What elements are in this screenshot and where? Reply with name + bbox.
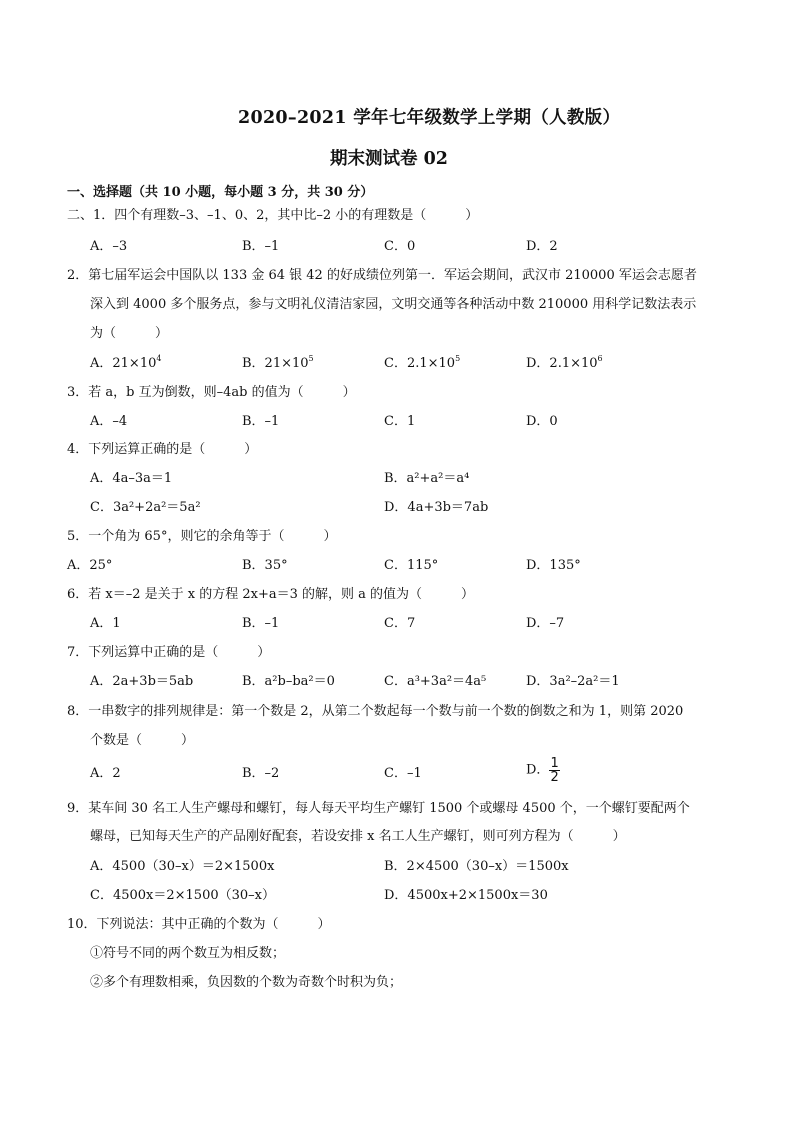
q6-option-c: C．7 [384, 616, 416, 631]
fraction-one-half: $\frac{1}{2}$ [550, 756, 559, 785]
exam-subtitle: 期末测试卷 02 [330, 149, 448, 169]
q10-statement-2: ②多个有理数相乘，负因数的个数为奇数个时积为负； [90, 975, 403, 990]
q6-option-b: B．–1 [242, 616, 280, 631]
q5-option-b: B．35° [242, 558, 288, 573]
q3-option-a: A．–4 [90, 414, 128, 429]
q2-option-a: A．$21\times 10^4$ [90, 354, 162, 371]
exam-title: 2020–2021 学年七年级数学上学期（人教版） [238, 108, 621, 128]
q5-option-a: A．25° [67, 558, 113, 573]
q7-option-c: C．a³+3a²＝4a⁵ [384, 674, 487, 689]
q9-option-d: D．4500x+2×1500x＝30 [384, 888, 548, 903]
question-8-line-2: 个数是（ ） [90, 733, 195, 748]
q2-option-b: B．$21\times 10^5$ [242, 354, 314, 371]
question-8-line-1: 8．一串数字的排列规律是：第一个数是 2，从第二个数起每一个数与前一个数的倒数之和为 1，则第 2020 [67, 704, 684, 719]
q3-option-c: C．1 [384, 414, 416, 429]
q1-option-c: C．0 [384, 239, 416, 254]
q1-option-b: B．–1 [242, 239, 280, 254]
q5-option-c: C．115° [384, 558, 439, 573]
q8-option-b: B．–2 [242, 766, 280, 781]
q4-option-a: A．4a–3a＝1 [90, 471, 173, 486]
q8-option-a: A．2 [90, 766, 121, 781]
question-6-stem: 6．若 x＝–2 是关于 x 的方程 2x+a＝3 的解，则 a 的值为（ ） [67, 587, 475, 602]
q2-option-c: C．$2.1\times 10^5$ [384, 354, 461, 371]
q9-option-c: C．4500x＝2×1500（30–x） [90, 888, 275, 903]
q9-option-b: B．2×4500（30–x）＝1500x [384, 859, 569, 874]
q6-option-d: D．–7 [526, 616, 565, 631]
question-9-line-2: 螺母，已知每天生产的产品刚好配套，若设安排 x 名工人生产螺钉，则可列方程为（ ） [90, 829, 626, 844]
q6-option-a: A．1 [90, 616, 121, 631]
q3-option-d: D．0 [526, 414, 558, 429]
question-5-stem: 5．一个角为 65°，则它的余角等于（ ） [67, 529, 337, 544]
q1-option-a: A．–3 [90, 239, 128, 254]
q8-option-c: C．–1 [384, 766, 422, 781]
question-3-stem: 3．若 a，b 互为倒数，则–4ab 的值为（ ） [67, 385, 356, 400]
question-7-stem: 7．下列运算中正确的是（ ） [67, 645, 271, 660]
q4-option-b: B．a²+a²＝a⁴ [384, 471, 470, 486]
question-10-stem: 10．下列说法：其中正确的个数为（ ） [67, 917, 331, 932]
q4-option-d: D．4a+3b＝7ab [384, 500, 489, 515]
q9-option-a: A．4500（30–x）＝2×1500x [90, 859, 275, 874]
q1-option-d: D．2 [526, 239, 558, 254]
q5-option-d: D．135° [526, 558, 581, 573]
section-heading: 一、选择题（共 10 小题，每小题 3 分，共 30 分） [67, 185, 374, 200]
q10-statement-1: ①符号不同的两个数互为相反数； [90, 946, 286, 961]
question-4-stem: 4．下列运算正确的是（ ） [67, 442, 258, 457]
q8-option-d: D． $\frac{1}{2}$ [526, 756, 559, 785]
question-2-line-2: 深入到 4000 多个服务点，参与文明礼仪清洁家园，文明交通等各种活动中数 210000 用科学记数法表示 [90, 297, 697, 312]
q7-option-a: A．2a+3b＝5ab [90, 674, 194, 689]
q3-option-b: B．–1 [242, 414, 280, 429]
q2-option-d: D．$2.1\times 10^6$ [526, 354, 603, 371]
question-1-stem: 二、1．四个有理数–3、–1、0、2，其中比–2 小的有理数是（ ） [67, 208, 479, 223]
question-2-line-1: 2．第七届军运会中国队以 133 金 64 银 42 的好成绩位列第一．军运会期间，武汉市 210000 军运会志愿者 [67, 268, 697, 283]
question-9-line-1: 9．某车间 30 名工人生产螺母和螺钉，每人每天平均生产螺钉 1500 个或螺母 4500 个，一个螺钉要配两个 [67, 801, 690, 816]
q7-option-b: B．a²b–ba²＝0 [242, 674, 335, 689]
q7-option-d: D．3a²–2a²＝1 [526, 674, 620, 689]
question-2-line-3: 为（ ） [90, 326, 169, 341]
q4-option-c: C．3a²+2a²＝5a² [90, 500, 201, 515]
